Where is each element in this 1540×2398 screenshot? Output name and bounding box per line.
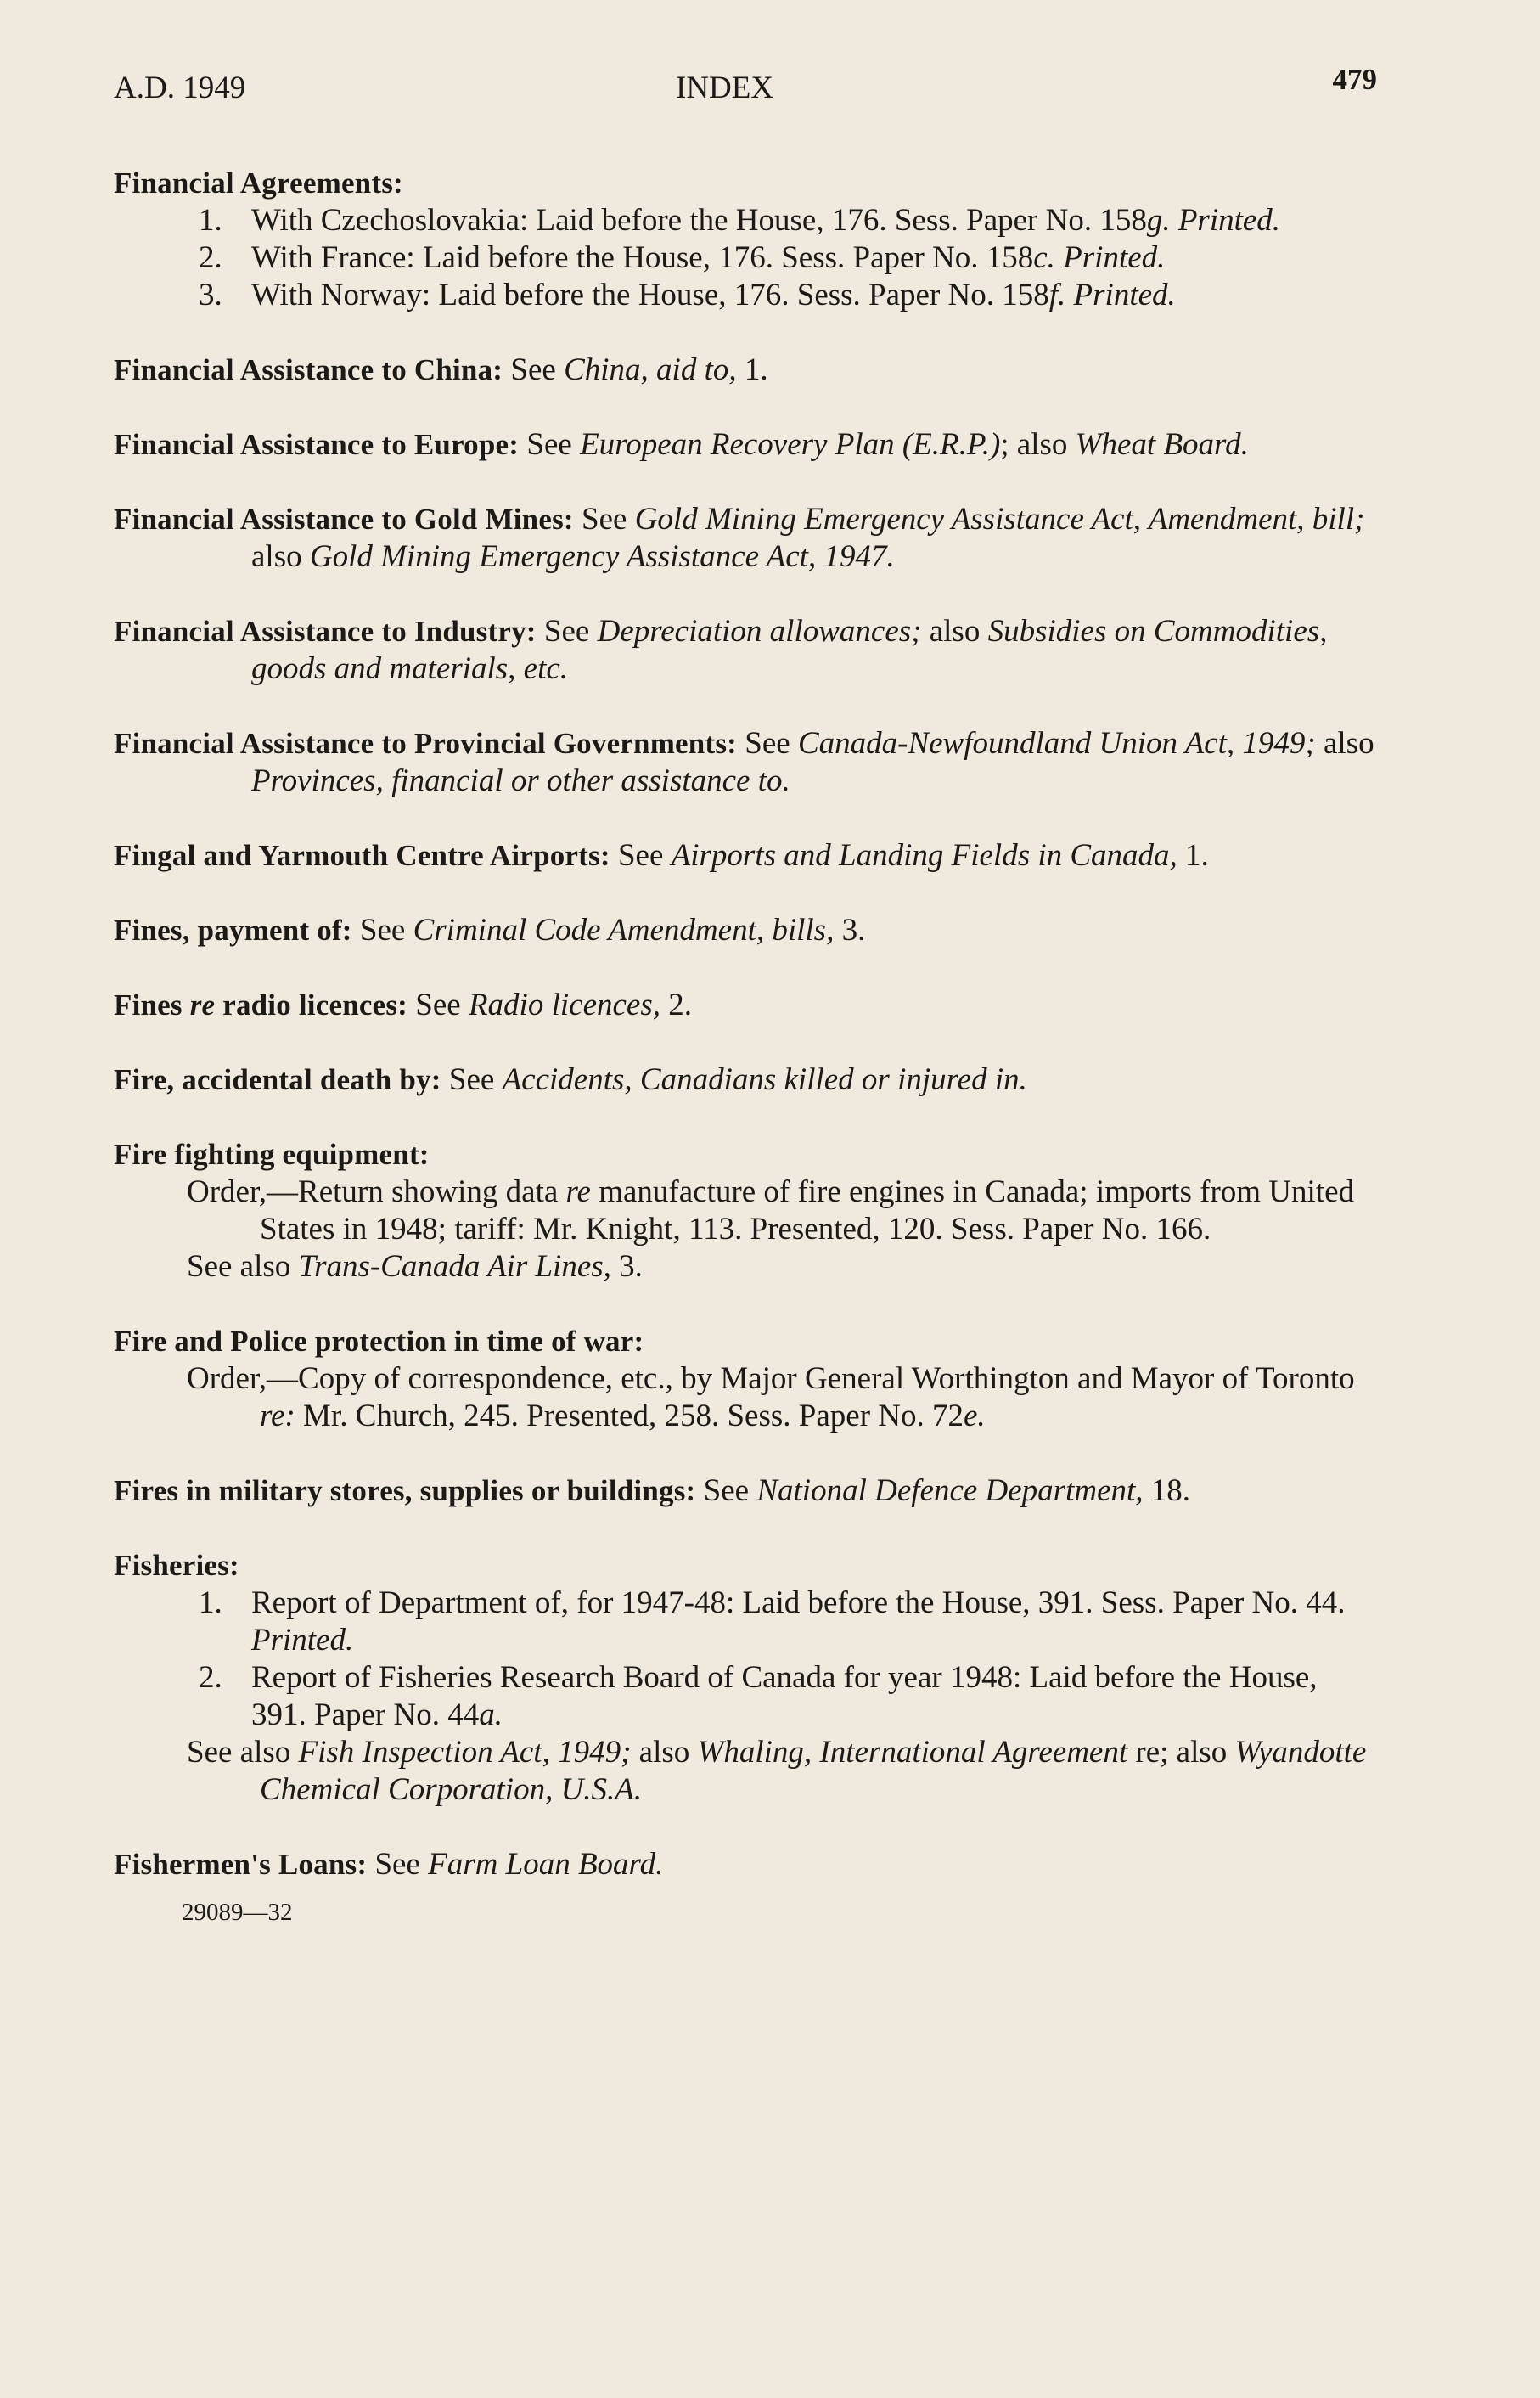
entry-heading: Fire fighting equipment: bbox=[114, 1138, 430, 1171]
see-also: See also Fish Inspection Act, 1949; also Whaling, International Agreement re; also Wyandotte Chemical Corporation, U.S.A. bbox=[187, 1735, 1367, 1807]
index-entry: Fingal and Yarmouth Centre Airports: See Airports and Landing Fields in Canada, 1. bbox=[114, 838, 1209, 873]
index-entry: Financial Assistance to Gold Mines: See Gold Mining Emergency Assistance Act, Amendment, bill; also Gold Mining Emergency Assistance Act, 1947. bbox=[114, 502, 1365, 574]
index-entry: Financial Assistance to Provincial Governments: See Canada-Newfoundland Union Act, 1949; also Provinces, financial or other assistance to. bbox=[114, 726, 1374, 798]
index-entry bbox=[114, 1323, 1377, 1435]
entry-heading: Financial Assistance to China: bbox=[114, 353, 503, 386]
index-entry: Fishermen's Loans: See Farm Loan Board. bbox=[114, 1847, 664, 1882]
page-number: 479 bbox=[1332, 63, 1377, 96]
order-text: Order,—Return showing data re manufacture of fire engines in Canada; imports from United States in 1948; tariff: Mr. Knight, 113. Presented, 120. Sess. Paper No. 166. bbox=[187, 1174, 1355, 1247]
entry-heading: Financial Assistance to Europe: bbox=[114, 428, 520, 461]
index-entry: Fire, accidental death by: See Accidents, Canadians killed or injured in. bbox=[114, 1062, 1027, 1097]
sub-entry: 1. With Czechoslovakia: Laid before the House, 176. Sess. Paper No. 158g. Printed. bbox=[199, 203, 1281, 238]
sub-entry: 2. With France: Laid before the House, 176. Sess. Paper No. 158c. Printed. bbox=[199, 240, 1166, 275]
index-entry bbox=[114, 1547, 1377, 1809]
running-head bbox=[114, 59, 1377, 121]
entry-heading: Fisheries: bbox=[114, 1549, 239, 1582]
entry-heading: Fines re radio licences: bbox=[114, 988, 408, 1022]
index-entry: Fines, payment of: See Criminal Code Amendment, bills, 3. bbox=[114, 913, 866, 948]
sub-entry: 3. With Norway: Laid before the House, 176. Sess. Paper No. 158f. Printed. bbox=[199, 278, 1176, 312]
index-entry: Financial Assistance to Industry: See Depreciation allowances; also Subsidies on Commodities, goods and materials, etc. bbox=[114, 614, 1328, 686]
index-entry bbox=[114, 1136, 1377, 1286]
sub-entry: 1. Report of Department of, for 1947-48: Laid before the House, 391. Sess. Paper No. 44. Printed. bbox=[199, 1585, 1346, 1658]
index-entries bbox=[114, 165, 1377, 1927]
header-year: A.D. 1949 bbox=[114, 70, 246, 105]
signature-code: 29089—32 bbox=[182, 1899, 293, 1926]
index-entry: Financial Assistance to Europe: See European Recovery Plan (E.R.P.); also Wheat Board. bbox=[114, 427, 1249, 462]
index-entry: Financial Assistance to China: See China, aid to, 1. bbox=[114, 352, 768, 387]
entry-heading: Financial Assistance to Provincial Governments: bbox=[114, 727, 737, 760]
header-title: INDEX bbox=[676, 70, 774, 105]
order-text: Order,—Copy of correspondence, etc., by Major General Worthington and Mayor of Toronto re: Mr. Church, 245. Presented, 258. Sess. Paper No. 72e. bbox=[187, 1361, 1355, 1433]
entry-heading: Fire and Police protection in time of war: bbox=[114, 1325, 644, 1358]
index-entry bbox=[114, 165, 1377, 314]
entry-heading: Fishermen's Loans: bbox=[114, 1848, 368, 1881]
entry-heading: Fires in military stores, supplies or buildings: bbox=[114, 1474, 696, 1507]
entry-heading: Fines, payment of: bbox=[114, 914, 352, 947]
index-entry: Fires in military stores, supplies or buildings: See National Defence Department, 18. bbox=[114, 1473, 1191, 1508]
entry-heading: Financial Assistance to Gold Mines: bbox=[114, 503, 574, 536]
entry-heading: Financial Agreements: bbox=[114, 166, 403, 200]
entry-heading: Financial Assistance to Industry: bbox=[114, 615, 537, 648]
sub-entry: 2. Report of Fisheries Research Board of Canada for year 1948: Laid before the House, 391. Paper No. 44a. bbox=[199, 1660, 1318, 1732]
entry-heading: Fire, accidental death by: bbox=[114, 1063, 441, 1096]
see-also: See also Trans-Canada Air Lines, 3. bbox=[187, 1249, 643, 1284]
entry-heading: Fingal and Yarmouth Centre Airports: bbox=[114, 839, 610, 872]
index-entry: Fines re radio licences: See Radio licences, 2. bbox=[114, 988, 692, 1022]
